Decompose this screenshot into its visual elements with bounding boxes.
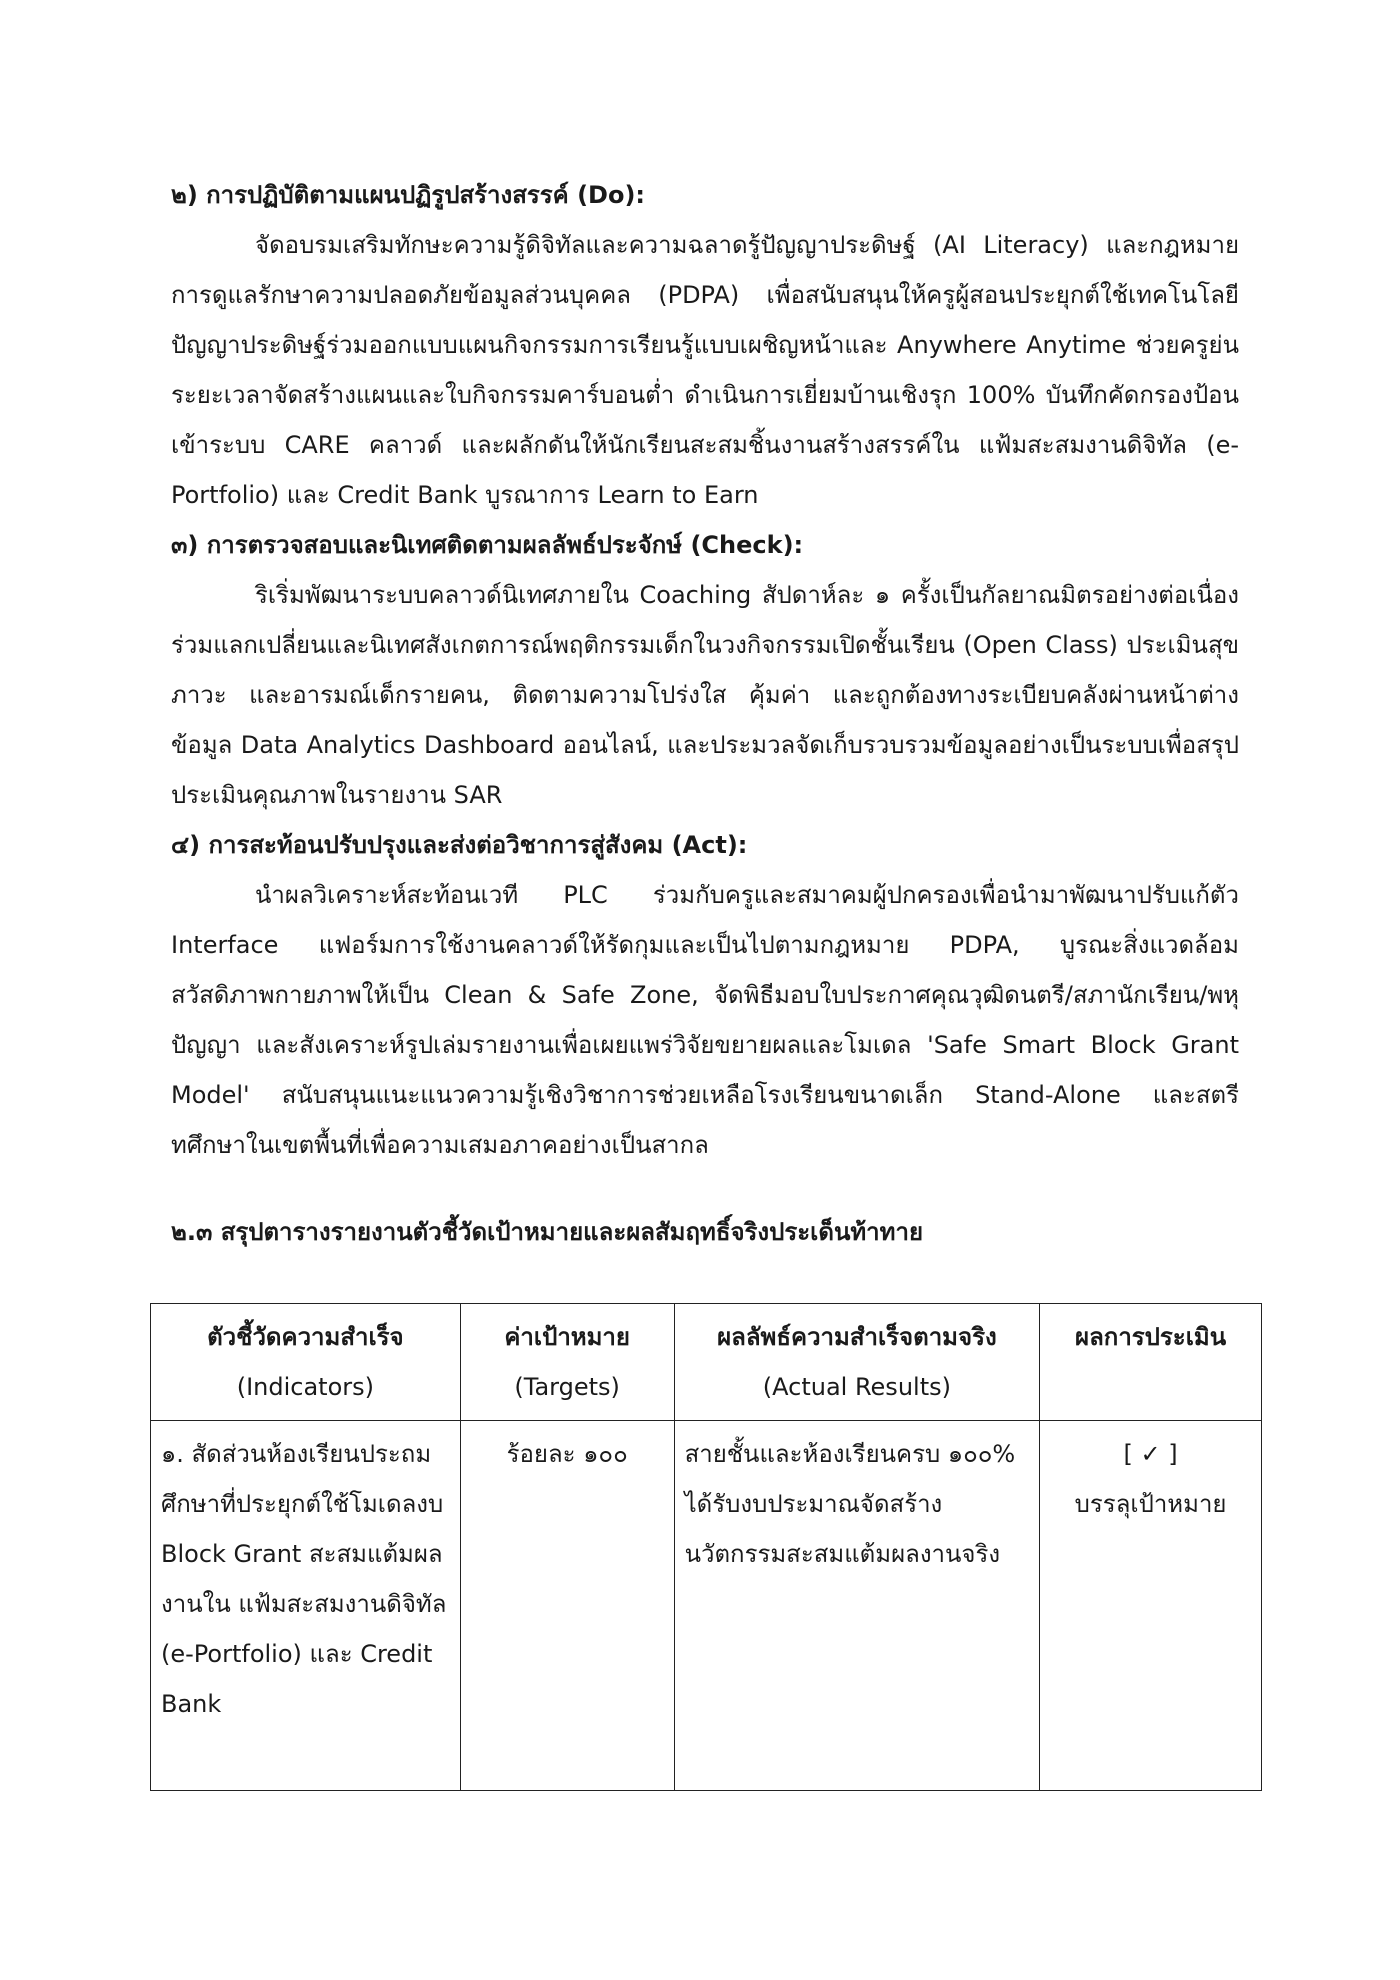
header-targets-th: ค่าเป้าหมาย xyxy=(504,1323,630,1351)
section-heading-check: ๓) การตรวจสอบและนิเทศติดตามผลลัพธ์ประจักษ์ (Check): xyxy=(171,531,804,559)
header-evaluation-th: ผลการประเมิน xyxy=(1075,1323,1227,1351)
pdca-sections xyxy=(171,170,1239,1170)
section-body-check: ริเริ่มพัฒนาระบบคลาวด์นิเทศภายใน Coaching สัปดาห์ละ ๑ ครั้งเป็นกัลยาณมิตรอย่างต่อเนื่อง ร่วมแลกเปลี่ยนและนิเทศสังเกตการณ์พฤติกรรมเด็กในวงกิจกรรมเปิดชั้นเรียน (Open Class) ประเมินสุขภาวะ และอารมณ์เด็กรายคน, ติดตามความโปร่งใส คุ้มค่า และถูกต้องทางระเบียบคลังผ่านหน้าต่างข้อมูล Data Analytics Dashboard ออนไลน์, และประมวลจัดเก็บรวบรวมข้อมูลอย่างเป็นระบบเพื่อสรุปประเมินคุณภาพในรายงาน SAR xyxy=(171,581,1239,809)
cell-target: ร้อยละ ๑๐๐ xyxy=(460,1421,674,1791)
section-body-act: นำผลวิเคราะห์สะท้อนเวที PLC ร่วมกับครูและสมาคมผู้ปกครองเพื่อนำมาพัฒนาปรับแก้ตัว Interface แฟอร์มการใช้งานคลาวด์ให้รัดกุมและเป็นไปตามกฎหมาย PDPA, บูรณะสิ่งแวดล้อมสวัสดิภาพกายภาพให้เป็น Clean & Safe Zone, จัดพิธีมอบใบประกาศคุณวุฒิดนตรี/สภานักเรียน/พหุปัญญา และสังเคราะห์รูปเล่มรายงานเพื่อเผยแพร่วิจัยขยายผลและโมเดล 'Safe Smart Block Grant Model' สนับสนุนแนะแนวความรู้เชิงวิชาการช่วยเหลือโรงเรียนขนาดเล็ก Stand-Alone และสตรีทศึกษาในเขตพื้นที่เพื่อความเสมอภาคอย่างเป็นสากล xyxy=(171,881,1239,1159)
header-actual-results-en: (Actual Results) xyxy=(762,1373,951,1401)
check-mark-icon: [ ✓ ] xyxy=(1123,1440,1178,1468)
cell-indicator: ๑. สัดส่วนห้องเรียนประถมศึกษาที่ประยุกต์ใช้โมเดลงบ Block Grant สะสมแต้มผลงานใน แฟ้มสะสมงานดิจิทัล (e-Portfolio) และ Credit Bank xyxy=(151,1421,461,1791)
cell-evaluation xyxy=(1040,1421,1262,1791)
table-header-row xyxy=(151,1304,1262,1421)
header-actual-results xyxy=(674,1304,1040,1421)
header-targets-en: (Targets) xyxy=(514,1373,620,1401)
section-body-do: จัดอบรมเสริมทักษะความรู้ดิจิทัลและความฉลาดรู้ปัญญาประดิษฐ์ (AI Literacy) และกฎหมายการดูแลรักษาความปลอดภัยข้อมูลส่วนบุคคล (PDPA) เพื่อสนับสนุนให้ครูผู้สอนประยุกต์ใช้เทคโนโลยีปัญญาประดิษฐ์ร่วมออกแบบแผนกิจกรรมการเรียนรู้แบบเผชิญหน้าและ Anywhere Anytime ช่วยครูย่นระยะเวลาจัดสร้างแผนและใบกิจกรรมคาร์บอนต่ำ ดำเนินการเยี่ยมบ้านเชิงรุก 100% บันทึกคัดกรองป้อนเข้าระบบ CARE คลาวด์ และผลักดันให้นักเรียนสะสมชิ้นงานสร้างสรรค์ใน แฟ้มสะสมงานดิจิทัล (e-Portfolio) และ Credit Bank บูรณาการ Learn to Earn xyxy=(171,231,1239,509)
evaluation-result: บรรลุเป้าหมาย xyxy=(1074,1490,1227,1518)
section-heading-act: ๔) การสะท้อนปรับปรุงและส่งต่อวิชาการสู่สังคม (Act): xyxy=(171,831,748,859)
header-indicators-th: ตัวชี้วัดความสำเร็จ xyxy=(207,1323,404,1351)
header-evaluation xyxy=(1040,1304,1262,1421)
header-targets xyxy=(460,1304,674,1421)
kpi-summary-table xyxy=(150,1303,1262,1791)
section-heading-do: ๒) การปฏิบัติตามแผนปฏิรูปสร้างสรรค์ (Do): xyxy=(171,181,646,209)
header-actual-results-th: ผลลัพธ์ความสำเร็จตามจริง xyxy=(717,1323,997,1351)
summary-table-title: ๒.๓ สรุปตารางรายงานตัวชี้วัดเป้าหมายและผลสัมฤทธิ์จริงประเด็นท้าทาย xyxy=(171,1218,924,1246)
cell-actual: สายชั้นและห้องเรียนครบ ๑๐๐% ได้รับงบประมาณจัดสร้างนวัตกรรมสะสมแต้มผลงานจริง xyxy=(674,1421,1040,1791)
table-row xyxy=(151,1421,1262,1791)
header-indicators-en: (Indicators) xyxy=(236,1373,375,1401)
header-indicators xyxy=(151,1304,461,1421)
